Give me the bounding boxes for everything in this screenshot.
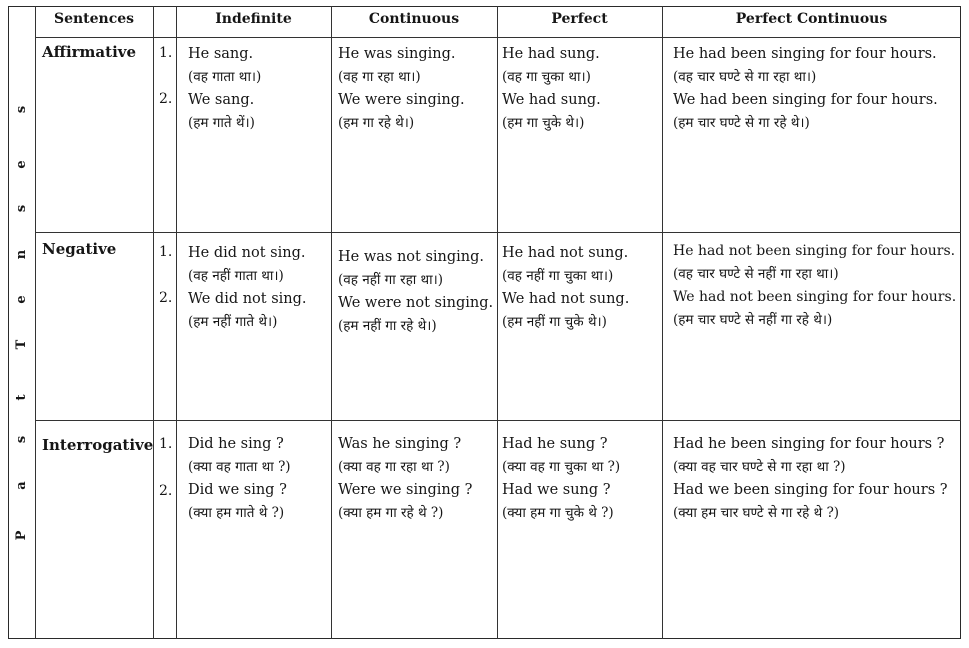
sentence-english: Were we singing ? bbox=[338, 482, 473, 498]
row-label-affirmative: Affirmative bbox=[42, 43, 137, 61]
sentence-hindi: (हम चार घण्टे से नहीं गा रहे थे।) bbox=[673, 312, 833, 328]
sentence-english: We were not singing. bbox=[338, 295, 494, 311]
sentence-english: We had sung. bbox=[502, 92, 601, 108]
item-number: 1. bbox=[159, 244, 173, 260]
sentence-hindi: (क्या वह गाता था ?) bbox=[188, 459, 291, 475]
side-letter: a bbox=[14, 481, 29, 490]
sentence-hindi: (वह गाता था।) bbox=[188, 69, 262, 85]
sentence-english: He had not sung. bbox=[502, 245, 629, 261]
column-divider bbox=[662, 6, 663, 639]
sentence-hindi: (क्या हम गाते थे ?) bbox=[188, 505, 285, 521]
item-number: 2. bbox=[159, 483, 173, 499]
sentence-english: Had we sung ? bbox=[502, 482, 611, 498]
cell-affirmative-continuous bbox=[338, 43, 465, 135]
sentence-hindi: (हम नहीं गा चुके थे।) bbox=[502, 314, 607, 330]
sentence-english: He was not singing. bbox=[338, 249, 485, 265]
sentence-hindi: (हम गा रहे थे।) bbox=[338, 115, 415, 131]
header-perfect-continuous: Perfect Continuous bbox=[735, 11, 888, 27]
header-continuous: Continuous bbox=[368, 11, 460, 27]
sentence-english: Did we sing ? bbox=[188, 482, 287, 498]
sentence-hindi: (क्या हम गा चुके थे ?) bbox=[502, 505, 614, 521]
sentence-english: Did he sing ? bbox=[188, 436, 284, 452]
item-number: 2. bbox=[159, 91, 173, 107]
sentence-english: Had he been singing for four hours ? bbox=[673, 436, 945, 452]
sentence-hindi: (वह गा रहा था।) bbox=[338, 69, 421, 85]
item-number: 1. bbox=[159, 45, 173, 61]
sentence-english: We had been singing for four hours. bbox=[673, 92, 938, 108]
side-letter: t bbox=[14, 394, 29, 401]
sentence-english: We had not sung. bbox=[502, 291, 630, 307]
cell-negative-perfect-continuous bbox=[673, 240, 956, 332]
row-label-interrogative: Interrogative bbox=[42, 436, 154, 454]
sentence-hindi: (वह नहीं गाता था।) bbox=[188, 268, 284, 284]
side-letter: s bbox=[14, 105, 29, 114]
cell-interrogative-continuous bbox=[338, 433, 472, 525]
sentence-english: We sang. bbox=[188, 92, 255, 108]
side-letter: T bbox=[14, 339, 29, 350]
side-letter: P bbox=[14, 530, 29, 541]
column-divider bbox=[331, 6, 332, 639]
item-number: 1. bbox=[159, 436, 173, 452]
sentence-english: We were singing. bbox=[338, 92, 465, 108]
sentence-english: Had he sung ? bbox=[502, 436, 608, 452]
sentence-english: He had been singing for four hours. bbox=[673, 46, 937, 62]
row-label-negative: Negative bbox=[42, 240, 117, 258]
cell-interrogative-indefinite bbox=[188, 433, 291, 525]
sentence-hindi: (हम गाते थें।) bbox=[188, 115, 255, 131]
cell-affirmative-perfect bbox=[502, 43, 601, 135]
cell-interrogative-perfect-continuous bbox=[673, 433, 948, 525]
sentence-hindi: (वह गा चुका था।) bbox=[502, 69, 591, 85]
side-letter: n bbox=[14, 249, 29, 260]
column-divider bbox=[176, 6, 177, 639]
row-divider bbox=[35, 420, 961, 421]
sentence-hindi: (क्या हम चार घण्टे से गा रहे थे ?) bbox=[673, 505, 840, 521]
side-letter: e bbox=[14, 160, 29, 169]
sentence-hindi: (क्या हम गा रहे थे ?) bbox=[338, 505, 444, 521]
sentence-hindi: (हम चार घण्टे से गा रहे थे।) bbox=[673, 115, 810, 131]
sentence-hindi: (वह नहीं गा चुका था।) bbox=[502, 268, 614, 284]
sentence-english: He had not been singing for four hours. bbox=[673, 243, 956, 259]
column-divider bbox=[153, 6, 154, 639]
sentence-hindi: (हम नहीं गाते थे।) bbox=[188, 314, 278, 330]
sentence-hindi: (क्या वह गा रहा था ?) bbox=[338, 459, 450, 475]
sentence-hindi: (वह चार घण्टे से नहीं गा रहा था।) bbox=[673, 266, 839, 282]
sentence-english: He was singing. bbox=[338, 46, 456, 62]
sentence-hindi: (वह नहीं गा रहा था।) bbox=[338, 272, 444, 288]
header-perfect: Perfect bbox=[551, 11, 608, 27]
header-sentences: Sentences bbox=[53, 11, 135, 27]
sentence-english: He sang. bbox=[188, 46, 254, 62]
column-divider bbox=[35, 6, 36, 639]
sentence-hindi: (क्या वह चार घण्टे से गा रहा था ?) bbox=[673, 459, 846, 475]
side-label-past-tenses bbox=[8, 42, 35, 639]
header-divider bbox=[35, 37, 961, 38]
header-indefinite: Indefinite bbox=[215, 11, 292, 27]
item-number: 2. bbox=[159, 290, 173, 306]
sentence-english: Was he singing ? bbox=[338, 436, 462, 452]
side-letter: s bbox=[14, 435, 29, 444]
sentence-english: Had we been singing for four hours ? bbox=[673, 482, 948, 498]
row-divider bbox=[35, 232, 961, 233]
cell-interrogative-perfect bbox=[502, 433, 620, 525]
side-letter: e bbox=[14, 295, 29, 304]
sentence-hindi: (क्या वह गा चुका था ?) bbox=[502, 459, 621, 475]
sentence-hindi: (वह चार घण्टे से गा रहा था।) bbox=[673, 69, 817, 85]
side-letter: s bbox=[14, 204, 29, 213]
cell-negative-indefinite bbox=[188, 242, 307, 334]
column-divider bbox=[497, 6, 498, 639]
sentence-english: We had not been singing for four hours. bbox=[673, 289, 957, 305]
sentence-english: He did not sing. bbox=[188, 245, 306, 261]
cell-affirmative-perfect-continuous bbox=[673, 43, 938, 135]
sentence-hindi: (हम गा चुके थे।) bbox=[502, 115, 585, 131]
sentence-english: We did not sing. bbox=[188, 291, 307, 307]
cell-negative-perfect bbox=[502, 242, 629, 334]
sentence-hindi: (हम नहीं गा रहे थे।) bbox=[338, 318, 437, 334]
cell-negative-continuous bbox=[338, 246, 493, 338]
cell-affirmative-indefinite bbox=[188, 43, 261, 135]
sentence-english: He had sung. bbox=[502, 46, 600, 62]
